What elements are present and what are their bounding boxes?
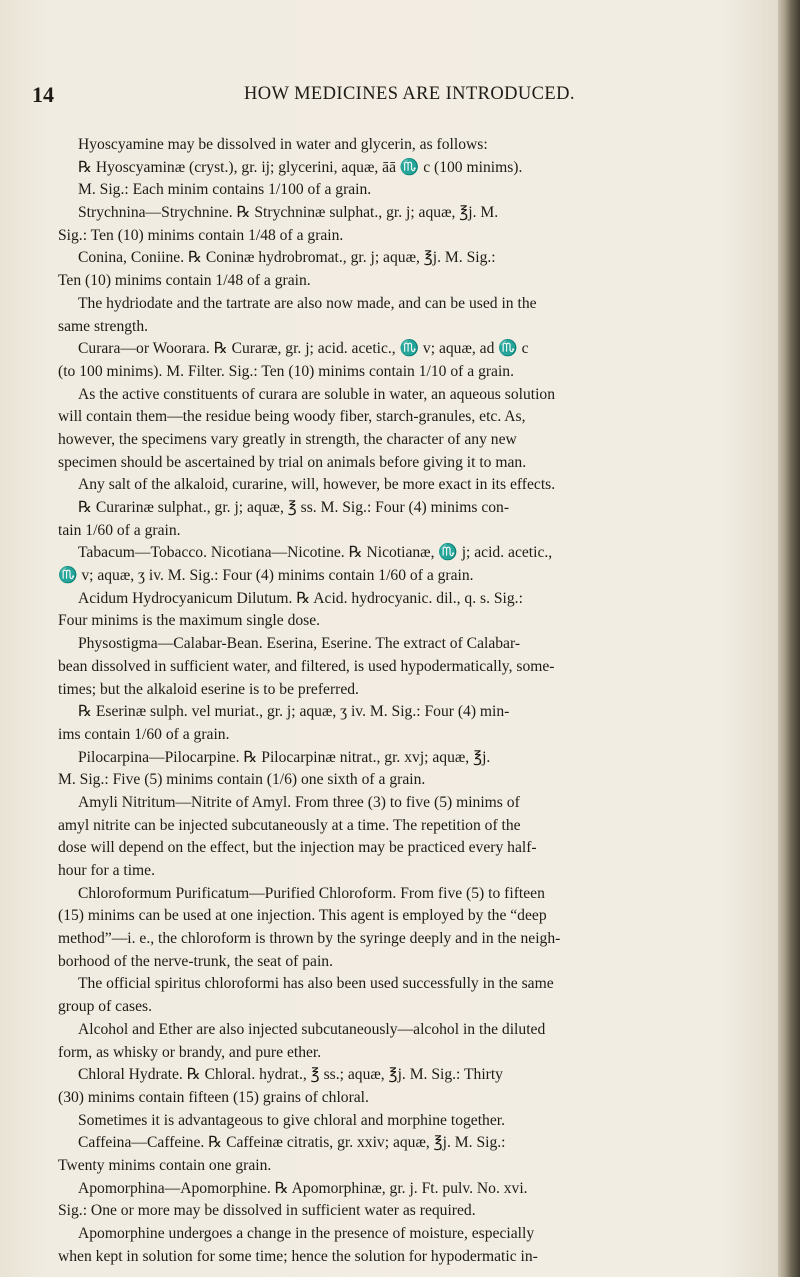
text-line: (to 100 minims). M. Filter. Sig.: Ten (10) minims contain 1/10 of a grain. xyxy=(58,362,515,380)
text-line: group of cases. xyxy=(58,998,152,1016)
text-line: Twenty minims contain one grain. xyxy=(58,1156,272,1174)
text-line: Sometimes it is advantageous to give chloral and morphine together. xyxy=(78,1111,506,1129)
text-line: The hydriodate and the tartrate are also now made, and can be used in the xyxy=(78,294,537,312)
text-line: ℞ Hyoscyaminæ (cryst.), gr. ij; glycerini, aquæ, āā ♏ c (100 minims). xyxy=(78,158,523,176)
text-line: ℞ Curarinæ sulphat., gr. j; aquæ, ℥ ss. M. Sig.: Four (4) minims con- xyxy=(78,499,510,516)
text-line: M. Sig.: Five (5) minims contain (1/6) one sixth of a grain. xyxy=(58,771,426,789)
text-line: hour for a time. xyxy=(58,862,155,879)
text-line: same strength. xyxy=(58,317,149,335)
text-line: (15) minims can be used at one injection. This agent is employed by the “deep xyxy=(58,907,547,925)
text-line: (30) minims contain fifteen (15) grains of chloral. xyxy=(58,1088,369,1106)
text-line: tain 1/60 of a grain. xyxy=(58,521,181,539)
text-line: M. Sig.: Each minim contains 1/100 of a grain. xyxy=(78,181,372,199)
text-line: Tabacum—Tobacco. Nicotiana—Nicotine. ℞ Nicotianæ, ♏ j; acid. acetic., xyxy=(78,544,553,562)
text-line: Ten (10) minims contain 1/48 of a grain. xyxy=(58,272,311,290)
text-line: ℞ Eserinæ sulph. vel muriat., gr. j; aquæ, ʒ iv. M. Sig.: Four (4) min- xyxy=(78,703,510,721)
text-line: Any salt of the alkaloid, curarine, will, however, be more exact in its effects. xyxy=(78,476,556,494)
text-line: however, the specimens vary greatly in strength, the character of any new xyxy=(58,430,517,448)
text-line: Sig.: One or more may be dissolved in sufficient water as required. xyxy=(58,1202,476,1220)
text-line: borhood of the nerve-trunk, the seat of pain. xyxy=(58,952,333,970)
text-line: Alcohol and Ether are also injected subcutaneously—alcohol in the diluted xyxy=(78,1020,546,1038)
text-line: amyl nitrite can be injected subcutaneously at a time. The repetition of the xyxy=(58,816,521,834)
text-line: Chloroformum Purificatum—Purified Chloroform. From five (5) to fifteen xyxy=(78,884,545,902)
text-line: Four minims is the maximum single dose. xyxy=(58,612,321,630)
text-line: will contain them—the residue being woody fiber, starch-granules, etc. As, xyxy=(58,408,526,426)
running-head: HOW MEDICINES ARE INTRODUCED. xyxy=(244,84,575,104)
text-line: times; but the alkaloid eserine is to be preferred. xyxy=(58,680,359,698)
text-line: Amyli Nitritum—Nitrite of Amyl. From three (3) to five (5) minims of xyxy=(78,793,520,811)
text-line: Apomorphina—Apomorphine. ℞ Apomorphinæ, gr. j. Ft. pulv. No. xvi. xyxy=(78,1179,528,1197)
text-line: Acidum Hydrocyanicum Dilutum. ℞ Acid. hydrocyanic. dil., q. s. Sig.: xyxy=(78,589,523,607)
text-line: ♏ v; aquæ, ʒ iv. M. Sig.: Four (4) minims contain 1/60 of a grain. xyxy=(58,567,474,585)
text-line: The official spiritus chloroformi has also been used successfully in the same xyxy=(78,975,554,993)
page-number: 14 xyxy=(32,82,54,107)
text-line: Hyoscyamine may be dissolved in water and glycerin, as follows: xyxy=(78,136,488,153)
text-line: specimen should be ascertained by trial on animals before giving it to man. xyxy=(58,453,527,471)
text-line: when kept in solution for some time; hence the solution for hypodermatic in- xyxy=(58,1247,538,1265)
text-line: bean dissolved in sufficient water, and filtered, is used hypodermatically, some- xyxy=(58,657,555,675)
text-line: Chloral Hydrate. ℞ Chloral. hydrat., ℥ ss.; aquæ, ℥j. M. Sig.: Thirty xyxy=(78,1066,503,1084)
text-line: dose will depend on the effect, but the injection may be practiced every half- xyxy=(58,839,537,857)
text-line: As the active constituents of curara are soluble in water, an aqueous solution xyxy=(78,385,556,403)
text-line: Curara—or Woorara. ℞ Curaræ, gr. j; acid. acetic., ♏ v; aquæ, ad ♏ c xyxy=(78,340,529,358)
text-line: Strychnina—Strychnine. ℞ Strychninæ sulphat., gr. j; aquæ, ℥j. M. xyxy=(78,204,499,222)
body-text xyxy=(58,134,772,1268)
text-line: Physostigma—Calabar-Bean. Eserina, Eserine. The extract of Calabar- xyxy=(78,635,521,653)
text-line: Conina, Coniine. ℞ Coninæ hydrobromat., gr. j; aquæ, ℥j. M. Sig.: xyxy=(78,249,496,267)
text-line: Apomorphine undergoes a change in the presence of moisture, especially xyxy=(78,1225,535,1242)
text-line: Caffeina—Caffeine. ℞ Caffeinæ citratis, gr. xxiv; aquæ, ℥j. M. Sig.: xyxy=(78,1134,506,1152)
text-line: ims contain 1/60 of a grain. xyxy=(58,725,230,743)
text-line: Pilocarpina—Pilocarpine. ℞ Pilocarpinæ nitrat., gr. xvj; aquæ, ℥j. xyxy=(78,748,491,766)
page-edge-shadow xyxy=(778,0,800,1277)
text-line: form, as whisky or brandy, and pure ether. xyxy=(58,1043,322,1061)
text-line: Sig.: Ten (10) minims contain 1/48 of a grain. xyxy=(58,226,344,244)
text-line: method”—i. e., the chloroform is thrown by the syringe deeply and in the neigh- xyxy=(58,930,561,948)
